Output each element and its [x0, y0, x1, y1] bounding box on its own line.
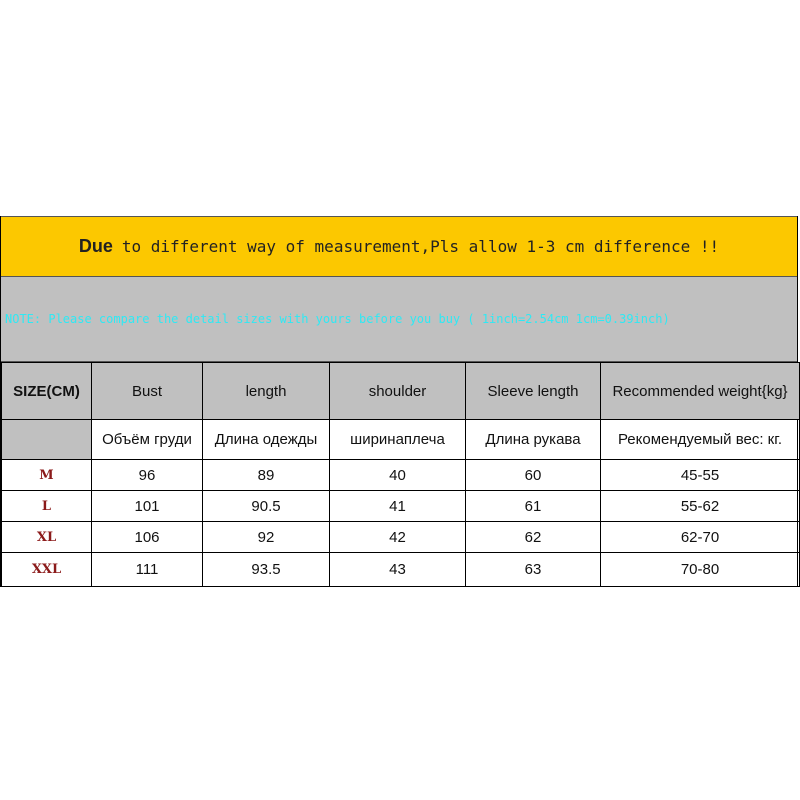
- weight-cell: 62-70: [601, 522, 800, 553]
- weight-cell: 55-62: [601, 491, 800, 522]
- table-row: [2, 460, 800, 491]
- size-cell: XL: [2, 522, 92, 553]
- size-cell: XXL: [2, 553, 92, 587]
- sleeve-cell: 63: [466, 553, 601, 587]
- weight-cell: 70-80: [601, 553, 800, 587]
- table-row: [2, 491, 800, 522]
- header-ru-bust: Объём груди: [92, 420, 203, 460]
- shoulder-cell: 42: [330, 522, 466, 553]
- header-ru-sleeve: Длина рукава: [466, 420, 601, 460]
- header-size: SIZE(CM): [2, 363, 92, 420]
- header-ru-length: Длина одежды: [203, 420, 330, 460]
- shoulder-cell: 40: [330, 460, 466, 491]
- length-cell: 90.5: [203, 491, 330, 522]
- size-chart: [0, 216, 798, 587]
- header-ru-size: [2, 420, 92, 460]
- length-cell: 89: [203, 460, 330, 491]
- bust-cell: 101: [92, 491, 203, 522]
- table-row: [2, 553, 800, 587]
- header-ru-weight: Рекомендуемый вес: кг.: [601, 420, 800, 460]
- header-length: length: [203, 363, 330, 420]
- header-bust: Bust: [92, 363, 203, 420]
- bust-cell: 96: [92, 460, 203, 491]
- header-row-ru: [2, 420, 800, 460]
- header-sleeve: Sleeve length: [466, 363, 601, 420]
- bust-cell: 106: [92, 522, 203, 553]
- banner-lead: Due: [78, 236, 113, 256]
- size-cell: M: [2, 460, 92, 491]
- weight-cell: 45-55: [601, 460, 800, 491]
- sleeve-cell: 61: [466, 491, 601, 522]
- banner-text: to different way of measurement,Pls allow 1-3 cm difference !!: [121, 237, 720, 256]
- length-cell: 92: [203, 522, 330, 553]
- header-row-en: [2, 363, 800, 420]
- size-table: [1, 362, 800, 587]
- header-shoulder: shoulder: [330, 363, 466, 420]
- size-cell: L: [2, 491, 92, 522]
- table-row: [2, 522, 800, 553]
- note-bar: [1, 277, 797, 362]
- sleeve-cell: 60: [466, 460, 601, 491]
- header-ru-shoulder: ширинаплеча: [330, 420, 466, 460]
- shoulder-cell: 43: [330, 553, 466, 587]
- shoulder-cell: 41: [330, 491, 466, 522]
- sleeve-cell: 62: [466, 522, 601, 553]
- note-text: NOTE: Please compare the detail sizes with yours before you buy ( 1inch=2.54cm 1cm=0.39inch): [5, 312, 670, 326]
- length-cell: 93.5: [203, 553, 330, 587]
- measurement-banner: [1, 216, 797, 277]
- bust-cell: 111: [92, 553, 203, 587]
- header-weight: Recommended weight{kg}: [601, 363, 800, 420]
